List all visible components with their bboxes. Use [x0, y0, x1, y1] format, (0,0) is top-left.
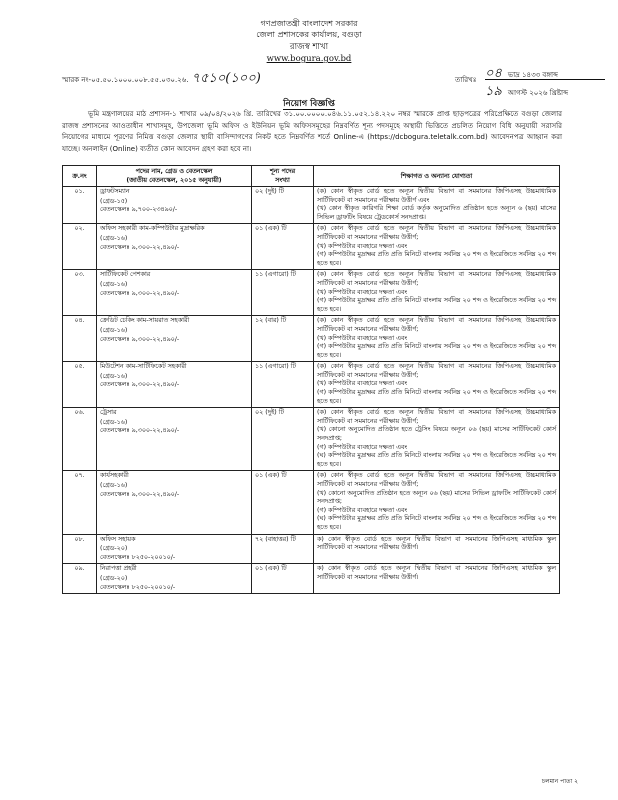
- post-grade: (গ্রেড-১৫): [100, 197, 128, 205]
- serial-number: ০২.: [63, 224, 97, 270]
- qualification-item: (খ) কোনো অনুমোদিত প্রতিষ্ঠান হতে ট্রেসিং বিষয়ে অন্যূন ০৬ (ছয়) মাসের সার্টিফিকেট কোর্স সনদপ্রাপ্ত;: [317, 426, 556, 443]
- post-name: ট্রেসার: [100, 409, 117, 417]
- qualification-cell: [314, 471, 560, 534]
- intro-text: ভূমি মন্ত্রণালয়ের মাঠ প্রশাসন-১ শাখার ০৯/০৪/২০২৬ খ্রি. তারিখের ৩১.০০.০০০০.০৪৬.১১.০৫২.১৪.২২০ নম্বর স্মারকে প্রাপ্ত ছাড়পত্রের পরিপ্রেক্ষিতে বগুড়া জেলার রাজস্ব প্রশাসনের আওতাধীন শাখাসমূহ, উপজেলা ভূমি অফিস ও ইউনিয়ন ভূমি অফিসসমূহের নিম্নবর্ণিত শূন্য পদসমূহে অস্থায়ী ভিত্তিতে প্রচলিত নিয়োগ বিধি অনুযায়ী সরাসরি নিয়োগের মাধ্যমে পূরণের নিমিত্ত বগুড়া জেলার স্থায়ী বাসিন্দাগণের নিকট হতে নিম্নবর্ণিত শর্তে Online-এ (https://dcbogura.teletalk.com.bd) আবেদনপত্র আহ্বান করা যাচ্ছে। অনলাইন (Online) ব্যতীত কোন আবেদন গ্রহণ করা হবে না।: [62, 110, 562, 153]
- memo-number: [62, 69, 261, 90]
- table-row: [63, 362, 560, 408]
- table-header-row: [63, 166, 560, 187]
- vacancy-count: ১১ (এগারো) টি: [252, 362, 314, 408]
- table-row: [63, 316, 560, 362]
- qualification-cell: [314, 362, 560, 408]
- post-pay-scale: বেতনস্কেলঃ ৯,৩০০-২২,৪৯০/-: [100, 427, 180, 435]
- post-cell: [97, 408, 252, 471]
- vacancy-count: ০১ (এক) টি: [252, 564, 314, 594]
- post-name: কার্যসহকারী: [100, 472, 129, 480]
- header-post: [97, 166, 252, 187]
- serial-number: ০৪.: [63, 316, 97, 362]
- header-sl: ক্র.নং: [63, 166, 97, 187]
- english-month-year: আগস্ট ২০২৬ খ্রিষ্টাব্দ: [507, 89, 568, 97]
- post-name: ক্রেডিট চেকিং কাম-সায়রাত সহকারী: [100, 317, 190, 325]
- post-name: অফিস সহকারী কাম-কম্পিউটার মুদ্রাক্ষরিক: [100, 225, 205, 233]
- vacancy-count: ৭২ (বাহাত্তর) টি: [252, 534, 314, 564]
- post-pay-scale: বেতনস্কেলঃ ৮২৫০-২০০১০/-: [100, 583, 176, 591]
- qualification-item: (ক) কোন স্বীকৃত বোর্ড হতে অন্যূন দ্বিতীয় বিভাগ বা সমমানের জিপিএসহ উচ্চমাধ্যমিক সার্টিফিকেট বা সমমানের পরীক্ষায় উত্তীর্ণ এবং: [317, 188, 556, 204]
- qualification-item: (ক) কোন স্বীকৃত বোর্ড হতে অন্যূন দ্বিতীয় বিভাগ বা সমমানের জিপিএসহ উচ্চমাধ্যমিক সার্টিফিকেট বা সমমানের পরীক্ষায় উত্তীর্ণ;: [317, 472, 556, 488]
- qualification-cell: [314, 224, 560, 270]
- qualification-item: (খ) কম্পিউটার ব্যবহারে দক্ষতা এবং: [317, 380, 408, 388]
- header-count-line2: সংখ্যা: [275, 177, 290, 184]
- website-text[interactable]: www.bogura.gov.bd: [266, 54, 352, 64]
- qualification-item: (ক) কোন স্বীকৃত বোর্ড হতে অন্যূন দ্বিতীয় বিভাগ বা সমমানের জিপিএসহ উচ্চমাধ্যমিক সার্টিফিকেট বা সমমানের পরীক্ষায় উত্তীর্ণ;: [317, 363, 556, 379]
- section-name: রাজস্ব শাখা: [289, 42, 329, 52]
- table-row: [63, 224, 560, 270]
- post-cell: [97, 224, 252, 270]
- qualification-item: (ক) কোন স্বীকৃত বোর্ড হতে অন্যূন দ্বিতীয় বিভাগ বা সমমানের জিপিএসহ উচ্চমাধ্যমিক সার্টিফিকেট বা সমমানের পরীক্ষায় উত্তীর্ণ;: [317, 317, 556, 333]
- vacancy-count: ১১ (এগারো) টি: [252, 270, 314, 316]
- post-grade: (গ্রেড-১৬): [100, 418, 128, 426]
- post-name: ড্রাফটসম্যান: [100, 188, 130, 195]
- website-link[interactable]: [0, 54, 618, 64]
- qualification-item: (খ) কম্পিউটার ব্যবহারে দক্ষতা এবং: [317, 242, 408, 250]
- qualification-item: (গ) কম্পিউটার মুদ্রাক্ষর প্রতি প্রতি মিনিটে বাংলায় সর্বনিম্ন ২০ শব্দ ও ইংরেজিতে সর্বনিম্ন ২০ শব্দ হতে হবে।: [317, 389, 556, 405]
- post-grade: (গ্রেড-১৬): [100, 234, 128, 242]
- vacancy-table: [62, 165, 560, 594]
- serial-number: ০৩.: [63, 270, 97, 316]
- post-cell: [97, 534, 252, 564]
- post-grade: (গ্রেড-১৬): [100, 280, 128, 288]
- post-cell: [97, 187, 252, 224]
- post-pay-scale: বেতনস্কেলঃ ৯,৩০০-২২,৪৯০/-: [100, 335, 180, 343]
- post-pay-scale: বেতনস্কেলঃ ৯,৩০০-২২,৪৯০/-: [100, 490, 180, 498]
- post-grade: (গ্রেড-১৬): [100, 372, 128, 380]
- post-name: মিউটেশন কাম-সার্টিফিকেট সহকারী: [100, 363, 187, 371]
- post-pay-scale: বেতনস্কেলঃ ৯,৭০০-২৩৪৯০/-: [100, 206, 178, 214]
- post-grade: (গ্রেড-২০): [100, 545, 128, 553]
- qualification-item: (ক) কোন স্বীকৃত বোর্ড হতে অন্যূন দ্বিতীয় বিভাগ বা সমমানের জিপিএসহ উচ্চমাধ্যমিক সার্টিফিকেট বা সমমানের পরীক্ষায় উত্তীর্ণ;: [317, 409, 556, 425]
- post-name: নিরাপত্তা প্রহরী: [100, 565, 137, 573]
- qualification-item: (গ) কম্পিউটার মুদ্রাক্ষর প্রতি প্রতি মিনিটে বাংলায় সর্বনিম্ন ২০ শব্দ ও ইংরেজিতে সর্বনিম্ন ২০ শব্দ হতে হবে।: [317, 297, 556, 313]
- post-grade: (গ্রেড-১৬): [100, 326, 128, 334]
- qualification-cell: [314, 316, 560, 362]
- table-row: [63, 270, 560, 316]
- post-cell: [97, 316, 252, 362]
- notice-title-text: নিয়োগ বিজ্ঞপ্তি: [283, 99, 335, 109]
- post-pay-scale: বেতনস্কেলঃ ৮২৫০-২০০১০/-: [100, 553, 176, 561]
- qualification-item: (গ) কম্পিউটার ব্যবহারে দক্ষতা এবং: [317, 506, 408, 514]
- header-count-line1: শূন্য পদের: [269, 168, 296, 175]
- govt-name: গণপ্রজাতন্ত্রী বাংলাদেশ সরকার: [260, 19, 358, 28]
- post-cell: [97, 270, 252, 316]
- serial-number: ০৫.: [63, 362, 97, 408]
- post-cell: [97, 471, 252, 534]
- vacancy-count: ০১ (এক) টি: [252, 471, 314, 534]
- serial-number: ০১.: [63, 187, 97, 224]
- memo-label: স্মারক নং-০৫.৫০.১০০০.০০৮.৫৫.০৩০.২৬.: [62, 76, 189, 84]
- bangla-day: ০৪: [485, 66, 502, 81]
- post-name: সার্টিফিকেট পেশকার: [100, 271, 151, 279]
- vacancy-count: ০২ (দুই) টি: [252, 408, 314, 471]
- table-row: [63, 534, 560, 564]
- intro-paragraph: [62, 109, 562, 155]
- serial-number: ০৯.: [63, 564, 97, 594]
- post-name: অফিস সহায়ক: [100, 535, 136, 543]
- table-body: [63, 187, 560, 594]
- office-name: জেলা প্রশাসকের কার্যালয়, বগুড়া: [256, 30, 362, 39]
- serial-number: ০৭.: [63, 471, 97, 534]
- date-divider: [485, 79, 605, 80]
- qualification-item: (ঘ) কম্পিউটার মুদ্রাক্ষর প্রতি প্রতি মিনিটে বাংলায় সর্বনিম্ন ২০ শব্দ ও ইংরেজিতে সর্বনিম্ন ২০ শব্দ হতে হবে।: [317, 452, 556, 468]
- qualification-cell: [314, 534, 560, 564]
- post-pay-scale: বেতনস্কেলঃ ৯,৩০০-২২,৪৯০/-: [100, 289, 180, 297]
- qualification-cell: [314, 408, 560, 471]
- qualification-item: (খ) কম্পিউটার ব্যবহারে দক্ষতা এবং: [317, 334, 408, 342]
- vacancy-count: ০১ (এক) টি: [252, 224, 314, 270]
- qualification-item: ক) কোন স্বীকৃত বোর্ড হতে অন্যূন দ্বিতীয় বিভাগ বা সমমানের জিপিএসহ মাধ্যমিক স্কুল সার্টিফিকেট বা সমমানের পরীক্ষায় উত্তীর্ণ।: [317, 565, 556, 581]
- post-grade: (গ্রেড-১৬): [100, 482, 128, 489]
- memo-handwritten: ৭৫১০(১০০): [191, 71, 261, 86]
- qualification-item: (গ) কম্পিউটার মুদ্রাক্ষর প্রতি প্রতি মিনিটে বাংলায় সর্বনিম্ন ২০ শব্দ ও ইংরেজিতে সর্বনিম্ন ২০ শব্দ হতে হবে।: [317, 251, 556, 267]
- table-row: [63, 187, 560, 224]
- continued-page-note: চলমান পাতা ২: [541, 778, 578, 785]
- header-post-line2: (জাতীয় বেতনস্কেল, ২০১৫ অনুযায়ী): [126, 177, 222, 184]
- qualification-item: (খ) কোনো অনুমোদিত প্রতিষ্ঠান হতে অন্যূন ০৬ (ছয়) মাসের সিভিল ড্রাফটিং সার্টিফিকেট কোর্স সনদপ্রাপ্ত;: [317, 489, 556, 506]
- qualification-item: (ক) কোন স্বীকৃত বোর্ড হতে অন্যূন দ্বিতীয় বিভাগ বা সমমানের জিপিএসহ উচ্চমাধ্যমিক সার্টিফিকেট বা সমমানের পরীক্ষায় উত্তীর্ণ;: [317, 271, 556, 287]
- qualification-item: (খ) কোন স্বীকৃত কারিগরি শিক্ষা বোর্ড কর্তৃক অনুমোদিত প্রতিষ্ঠান হতে অন্যূন ৬ (ছয়) মাসের সিভিল ড্রাফটিং বিষয়ে ট্রেডকোর্স সনদপ্রাপ্ত।: [317, 205, 556, 221]
- header-qualification: শিক্ষাগত ও অন্যান্য যোগ্যতা: [314, 166, 560, 187]
- qualification-cell: [314, 270, 560, 316]
- qualification-cell: [314, 564, 560, 594]
- post-pay-scale: বেতনস্কেলঃ ৯,৩০০-২২,৪৯০/-: [100, 243, 180, 251]
- header-count: [252, 166, 314, 187]
- qualification-item: (ক) কোন স্বীকৃত বোর্ড হতে অন্যূন দ্বিতীয় বিভাগ বা সমমানের জিপিএসহ উচ্চমাধ্যমিক সার্টিফিকেট বা সমমানের পরীক্ষায় উত্তীর্ণ;: [317, 225, 556, 241]
- serial-number: ০৬.: [63, 408, 97, 471]
- table-row: [63, 564, 560, 594]
- qualification-item: (খ) কম্পিউটার ব্যবহারে দক্ষতা এবং: [317, 288, 408, 296]
- post-cell: [97, 362, 252, 408]
- english-day: ১৯: [485, 84, 502, 99]
- qualification-item: (ঘ) কম্পিউটার মুদ্রাক্ষর প্রতি প্রতি মিনিটে বাংলায় সর্বনিম্ন ২০ শব্দ ও ইংরেজিতে সর্বনিম্ন ২০ শব্দ হতে হবে।: [317, 515, 556, 531]
- table-row: [63, 471, 560, 534]
- post-cell: [97, 564, 252, 594]
- qualification-item: (গ) কম্পিউটার মুদ্রাক্ষর প্রতি প্রতি মিনিটে বাংলায় সর্বনিম্ন ২০ শব্দ ও ইংরেজিতে সর্বনিম্ন ২০ শব্দ হতে হবে।: [317, 343, 556, 359]
- table-row: [63, 408, 560, 471]
- date-label: তারিখঃ: [455, 76, 477, 84]
- vacancy-count: ১২ (বার) টি: [252, 316, 314, 362]
- qualification-item: ক) কোন স্বীকৃত বোর্ড হতে অন্যূন দ্বিতীয় বিভাগ বা সমমানের জিপিএসহ মাধ্যমিক স্কুল সার্টিফিকেট বা সমমানের পরীক্ষায় উত্তীর্ণ।: [317, 535, 556, 552]
- qualification-cell: [314, 187, 560, 224]
- bangla-month-year: ভাদ্র ১৪৩৩ বঙ্গাব্দ: [507, 71, 558, 79]
- post-pay-scale: বেতনস্কেলঃ ৯,৩০০-২২,৪৯০/-: [100, 381, 180, 389]
- serial-number: ০৮.: [63, 534, 97, 564]
- qualification-item: (গ) কম্পিউটার ব্যবহারে দক্ষতা এবং: [317, 443, 408, 451]
- header-post-line1: পদের নাম, গ্রেড ও বেতনস্কেল: [135, 168, 213, 175]
- post-grade: (গ্রেড-২০): [100, 574, 128, 582]
- vacancy-count: ০২ (দুই) টি: [252, 187, 314, 224]
